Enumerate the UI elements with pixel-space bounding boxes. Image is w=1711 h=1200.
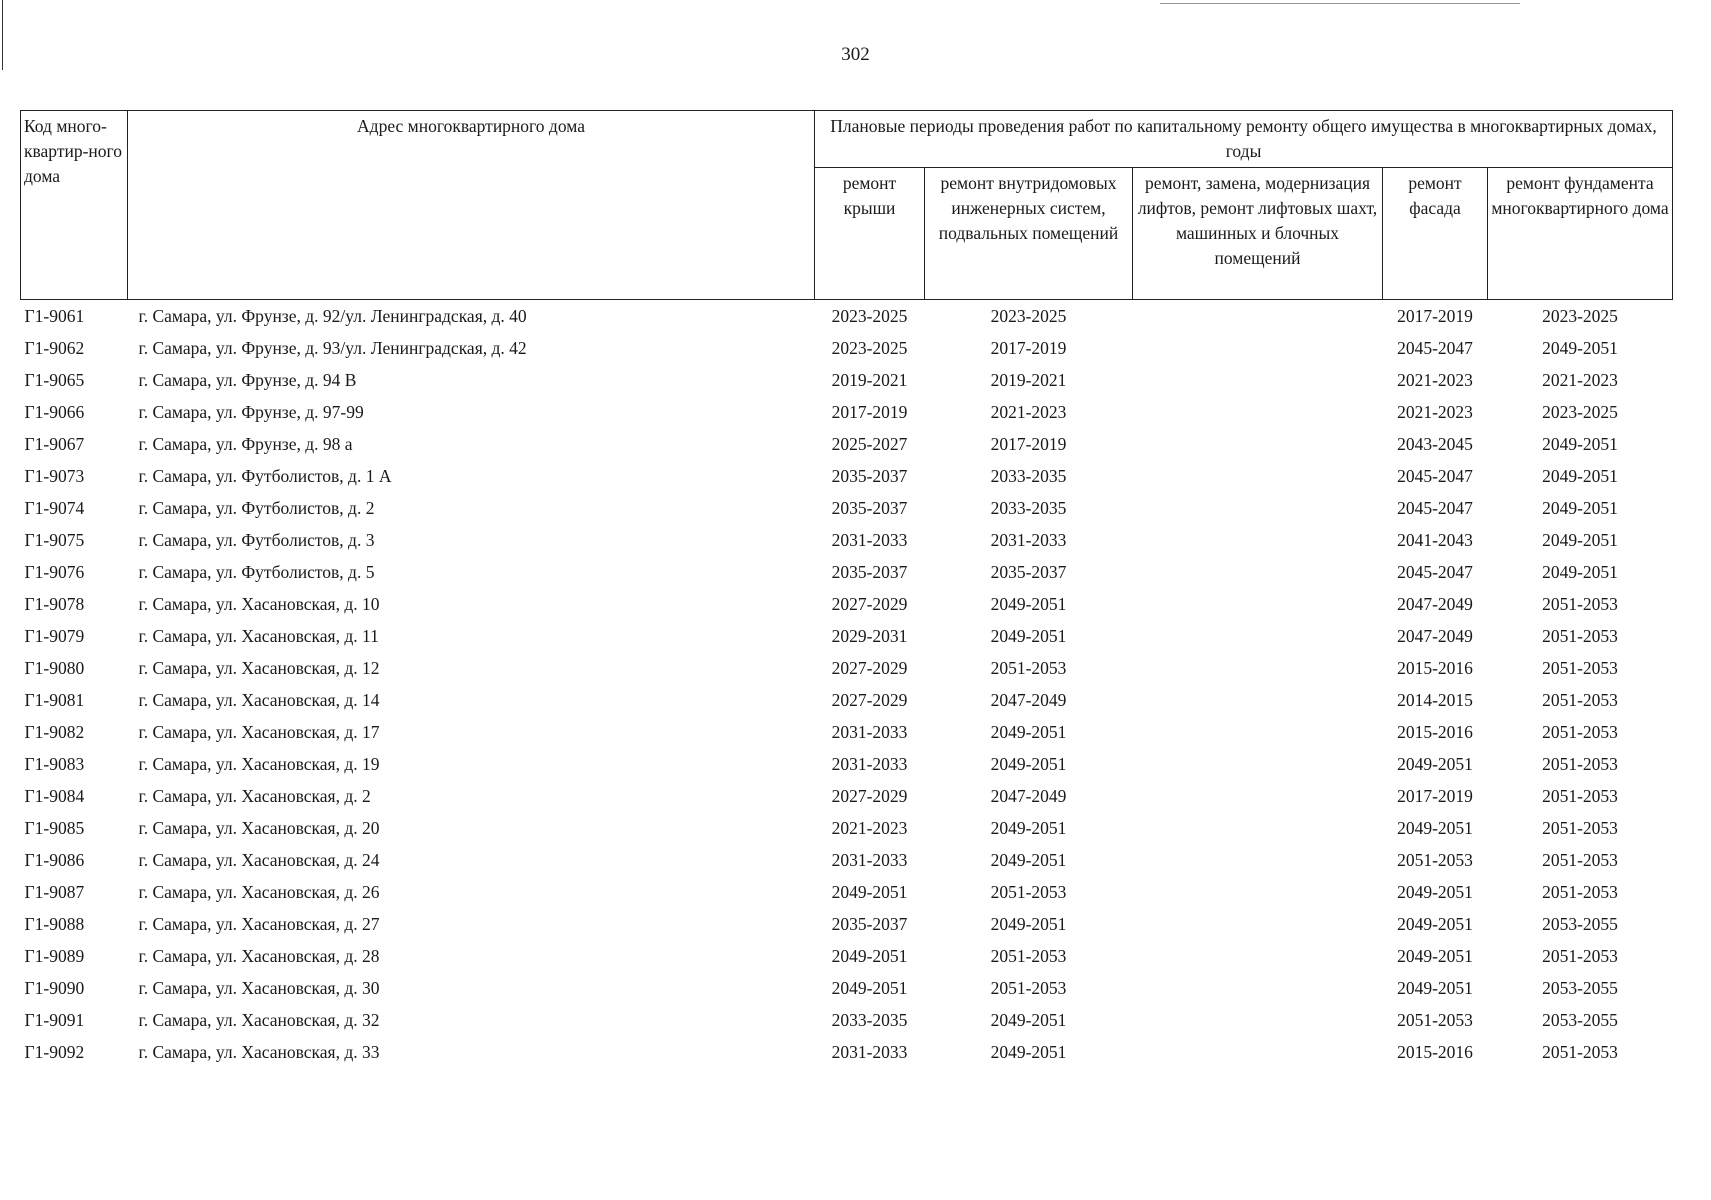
repair-schedule-table — [20, 110, 1673, 1068]
cell-systems: 2017-2019 — [990, 434, 1067, 454]
cell-foundation: 2049-2051 — [1542, 530, 1618, 550]
cell-lifts — [1133, 940, 1383, 972]
cell-systems: 2049-2051 — [990, 754, 1067, 774]
cell-facade: 2045-2047 — [1397, 562, 1473, 582]
cell-roof: 2017-2019 — [831, 402, 908, 422]
cell-roof: 2027-2029 — [831, 690, 908, 710]
cell-facade: 2049-2051 — [1397, 946, 1473, 966]
table-row — [21, 556, 1673, 588]
cell-foundation: 2051-2053 — [1542, 658, 1618, 678]
table-row — [21, 844, 1673, 876]
cell-roof: 2035-2037 — [831, 498, 908, 518]
cell-address: г. Самара, ул. Хасановская, д. 17 — [138, 722, 380, 742]
cell-code: Г1-9061 — [24, 306, 85, 326]
cell-systems: 2049-2051 — [990, 594, 1067, 614]
cell-facade: 2049-2051 — [1397, 978, 1473, 998]
cell-address: г. Самара, ул. Футболистов, д. 1 А — [138, 466, 392, 486]
cell-roof: 2035-2037 — [831, 914, 908, 934]
table-row — [21, 908, 1673, 940]
cell-roof: 2031-2033 — [831, 722, 908, 742]
cell-code: Г1-9086 — [24, 850, 85, 870]
header-facade: ремонт фасада — [1383, 168, 1488, 300]
cell-lifts — [1133, 396, 1383, 428]
cell-facade: 2049-2051 — [1397, 882, 1473, 902]
table-row — [21, 876, 1673, 908]
cell-code: Г1-9067 — [24, 434, 85, 454]
cell-code: Г1-9079 — [24, 626, 85, 646]
cell-lifts — [1133, 972, 1383, 1004]
cell-facade: 2014-2015 — [1397, 690, 1473, 710]
cell-foundation: 2051-2053 — [1542, 626, 1618, 646]
cell-roof: 2019-2021 — [831, 370, 908, 390]
cell-address: г. Самара, ул. Хасановская, д. 32 — [138, 1010, 380, 1030]
cell-address: г. Самара, ул. Хасановская, д. 33 — [138, 1042, 380, 1062]
cell-systems: 2049-2051 — [990, 850, 1067, 870]
cell-lifts — [1133, 620, 1383, 652]
cell-code: Г1-9065 — [24, 370, 85, 390]
cell-facade: 2015-2016 — [1397, 1042, 1473, 1062]
cell-roof: 2021-2023 — [831, 818, 908, 838]
cell-lifts — [1133, 812, 1383, 844]
table-row — [21, 780, 1673, 812]
table-row — [21, 588, 1673, 620]
cell-foundation: 2051-2053 — [1542, 946, 1618, 966]
cell-roof: 2049-2051 — [831, 978, 908, 998]
cell-address: г. Самара, ул. Фрунзе, д. 94 В — [138, 370, 357, 390]
cell-systems: 2049-2051 — [990, 1010, 1067, 1030]
cell-code: Г1-9085 — [24, 818, 85, 838]
cell-systems: 2019-2021 — [990, 370, 1067, 390]
table-row — [21, 940, 1673, 972]
cell-facade: 2021-2023 — [1397, 402, 1473, 422]
cell-address: г. Самара, ул. Футболистов, д. 2 — [138, 498, 375, 518]
cell-lifts — [1133, 876, 1383, 908]
cell-foundation: 2051-2053 — [1542, 754, 1618, 774]
cell-code: Г1-9062 — [24, 338, 85, 358]
cell-foundation: 2049-2051 — [1542, 434, 1618, 454]
cell-systems: 2049-2051 — [990, 1042, 1067, 1062]
cell-facade: 2017-2019 — [1397, 786, 1473, 806]
table-row — [21, 332, 1673, 364]
cell-address: г. Самара, ул. Фрунзе, д. 97-99 — [138, 402, 364, 422]
cell-code: Г1-9088 — [24, 914, 85, 934]
table-row — [21, 620, 1673, 652]
cell-foundation: 2021-2023 — [1542, 370, 1618, 390]
cell-address: г. Самара, ул. Хасановская, д. 12 — [138, 658, 380, 678]
cell-lifts — [1133, 588, 1383, 620]
cell-foundation: 2049-2051 — [1542, 338, 1618, 358]
cell-lifts — [1133, 364, 1383, 396]
cell-systems: 2051-2053 — [990, 882, 1067, 902]
scan-top-edge — [1160, 3, 1520, 4]
cell-address: г. Самара, ул. Хасановская, д. 28 — [138, 946, 380, 966]
header-code: Код много-квартир-ного дома — [21, 111, 128, 300]
cell-systems: 2031-2033 — [990, 530, 1067, 550]
cell-foundation: 2051-2053 — [1542, 690, 1618, 710]
cell-facade: 2043-2045 — [1397, 434, 1473, 454]
table-row — [21, 716, 1673, 748]
cell-foundation: 2051-2053 — [1542, 722, 1618, 742]
cell-code: Г1-9089 — [24, 946, 85, 966]
cell-lifts — [1133, 780, 1383, 812]
table-row — [21, 684, 1673, 716]
cell-foundation: 2051-2053 — [1542, 786, 1618, 806]
table-row — [21, 428, 1673, 460]
header-roof: ремонт крыши — [815, 168, 925, 300]
cell-lifts — [1133, 524, 1383, 556]
cell-foundation: 2051-2053 — [1542, 818, 1618, 838]
table-row — [21, 492, 1673, 524]
cell-facade: 2049-2051 — [1397, 754, 1473, 774]
cell-roof: 2027-2029 — [831, 594, 908, 614]
cell-roof: 2027-2029 — [831, 786, 908, 806]
cell-lifts — [1133, 908, 1383, 940]
cell-lifts — [1133, 428, 1383, 460]
cell-facade: 2045-2047 — [1397, 338, 1473, 358]
cell-code: Г1-9073 — [24, 466, 85, 486]
cell-facade: 2045-2047 — [1397, 466, 1473, 486]
cell-code: Г1-9087 — [24, 882, 85, 902]
cell-facade: 2051-2053 — [1397, 1010, 1473, 1030]
cell-code: Г1-9083 — [24, 754, 85, 774]
cell-lifts — [1133, 460, 1383, 492]
table-row — [21, 460, 1673, 492]
cell-lifts — [1133, 300, 1383, 333]
cell-systems: 2047-2049 — [990, 786, 1067, 806]
page-number: 302 — [841, 44, 870, 65]
cell-lifts — [1133, 652, 1383, 684]
cell-address: г. Самара, ул. Футболистов, д. 5 — [138, 562, 375, 582]
cell-roof: 2049-2051 — [831, 946, 908, 966]
cell-code: Г1-9076 — [24, 562, 85, 582]
cell-lifts — [1133, 1036, 1383, 1068]
cell-address: г. Самара, ул. Фрунзе, д. 98 а — [138, 434, 353, 454]
cell-foundation: 2053-2055 — [1542, 978, 1618, 998]
cell-systems: 2051-2053 — [990, 978, 1067, 998]
cell-address: г. Самара, ул. Хасановская, д. 2 — [138, 786, 371, 806]
cell-facade: 2021-2023 — [1397, 370, 1473, 390]
table-row — [21, 812, 1673, 844]
header-address: Адрес многоквартирного дома — [128, 111, 815, 300]
cell-roof: 2033-2035 — [831, 1010, 908, 1030]
cell-roof: 2031-2033 — [831, 1042, 908, 1062]
cell-facade: 2047-2049 — [1397, 594, 1473, 614]
cell-foundation: 2023-2025 — [1542, 306, 1618, 326]
cell-address: г. Самара, ул. Хасановская, д. 19 — [138, 754, 380, 774]
header-foundation: ремонт фундамента многоквартирного дома — [1488, 168, 1673, 300]
cell-foundation: 2049-2051 — [1542, 562, 1618, 582]
cell-lifts — [1133, 684, 1383, 716]
cell-systems: 2051-2053 — [990, 946, 1067, 966]
cell-systems: 2023-2025 — [990, 306, 1067, 326]
table-row — [21, 364, 1673, 396]
cell-address: г. Самара, ул. Хасановская, д. 30 — [138, 978, 380, 998]
cell-lifts — [1133, 716, 1383, 748]
cell-facade: 2051-2053 — [1397, 850, 1473, 870]
table-row — [21, 1036, 1673, 1068]
table-row — [21, 748, 1673, 780]
cell-systems: 2021-2023 — [990, 402, 1067, 422]
cell-foundation: 2049-2051 — [1542, 466, 1618, 486]
cell-address: г. Самара, ул. Хасановская, д. 24 — [138, 850, 380, 870]
header-systems: ремонт внутридомовых инженерных систем, подвальных помещений — [925, 168, 1133, 300]
cell-address: г. Самара, ул. Хасановская, д. 20 — [138, 818, 380, 838]
cell-address: г. Самара, ул. Хасановская, д. 27 — [138, 914, 380, 934]
cell-systems: 2049-2051 — [990, 818, 1067, 838]
cell-systems: 2035-2037 — [990, 562, 1067, 582]
table-body — [21, 300, 1673, 1069]
cell-code: Г1-9092 — [24, 1042, 85, 1062]
table-row — [21, 972, 1673, 1004]
cell-roof: 2025-2027 — [831, 434, 908, 454]
cell-address: г. Самара, ул. Хасановская, д. 26 — [138, 882, 380, 902]
cell-systems: 2033-2035 — [990, 498, 1067, 518]
cell-systems: 2049-2051 — [990, 722, 1067, 742]
cell-address: г. Самара, ул. Хасановская, д. 10 — [138, 594, 380, 614]
table-row — [21, 652, 1673, 684]
cell-systems: 2051-2053 — [990, 658, 1067, 678]
table-row — [21, 1004, 1673, 1036]
cell-foundation: 2051-2053 — [1542, 850, 1618, 870]
cell-facade: 2045-2047 — [1397, 498, 1473, 518]
cell-systems: 2033-2035 — [990, 466, 1067, 486]
cell-foundation: 2051-2053 — [1542, 594, 1618, 614]
cell-address: г. Самара, ул. Хасановская, д. 14 — [138, 690, 380, 710]
cell-lifts — [1133, 492, 1383, 524]
cell-facade: 2047-2049 — [1397, 626, 1473, 646]
cell-code: Г1-9075 — [24, 530, 85, 550]
cell-lifts — [1133, 1004, 1383, 1036]
cell-foundation: 2049-2051 — [1542, 498, 1618, 518]
cell-code: Г1-9090 — [24, 978, 85, 998]
cell-roof: 2035-2037 — [831, 466, 908, 486]
cell-roof: 2031-2033 — [831, 850, 908, 870]
cell-facade: 2049-2051 — [1397, 914, 1473, 934]
cell-foundation: 2023-2025 — [1542, 402, 1618, 422]
cell-roof: 2023-2025 — [831, 338, 908, 358]
cell-foundation: 2053-2055 — [1542, 914, 1618, 934]
cell-roof: 2031-2033 — [831, 754, 908, 774]
cell-code: Г1-9084 — [24, 786, 85, 806]
cell-facade: 2017-2019 — [1397, 306, 1473, 326]
cell-systems: 2049-2051 — [990, 626, 1067, 646]
cell-roof: 2023-2025 — [831, 306, 908, 326]
cell-systems: 2047-2049 — [990, 690, 1067, 710]
cell-roof: 2049-2051 — [831, 882, 908, 902]
header-lifts: ремонт, замена, модернизация лифтов, ремонт лифтовых шахт, машинных и блочных помещений — [1133, 168, 1383, 300]
cell-foundation: 2053-2055 — [1542, 1010, 1618, 1030]
cell-roof: 2031-2033 — [831, 530, 908, 550]
cell-lifts — [1133, 332, 1383, 364]
cell-facade: 2015-2016 — [1397, 722, 1473, 742]
cell-address: г. Самара, ул. Хасановская, д. 11 — [138, 626, 379, 646]
table-row — [21, 524, 1673, 556]
cell-lifts — [1133, 844, 1383, 876]
cell-address: г. Самара, ул. Фрунзе, д. 93/ул. Ленинградская, д. 42 — [138, 338, 527, 358]
cell-roof: 2027-2029 — [831, 658, 908, 678]
cell-code: Г1-9080 — [24, 658, 85, 678]
cell-foundation: 2051-2053 — [1542, 1042, 1618, 1062]
cell-roof: 2029-2031 — [831, 626, 908, 646]
cell-lifts — [1133, 556, 1383, 588]
cell-facade: 2049-2051 — [1397, 818, 1473, 838]
cell-address: г. Самара, ул. Футболистов, д. 3 — [138, 530, 375, 550]
cell-facade: 2041-2043 — [1397, 530, 1473, 550]
header-periods: Плановые периоды проведения работ по капитальному ремонту общего имущества в многоквартирных домах, годы — [815, 111, 1673, 168]
cell-code: Г1-9082 — [24, 722, 85, 742]
cell-foundation: 2051-2053 — [1542, 882, 1618, 902]
cell-roof: 2035-2037 — [831, 562, 908, 582]
cell-code: Г1-9074 — [24, 498, 85, 518]
table-header — [21, 111, 1673, 300]
cell-code: Г1-9066 — [24, 402, 85, 422]
table-row — [21, 300, 1673, 333]
cell-facade: 2015-2016 — [1397, 658, 1473, 678]
cell-address: г. Самара, ул. Фрунзе, д. 92/ул. Ленинградская, д. 40 — [138, 306, 527, 326]
cell-code: Г1-9091 — [24, 1010, 85, 1030]
cell-systems: 2049-2051 — [990, 914, 1067, 934]
cell-systems: 2017-2019 — [990, 338, 1067, 358]
table-row — [21, 396, 1673, 428]
cell-code: Г1-9081 — [24, 690, 85, 710]
cell-lifts — [1133, 748, 1383, 780]
cell-code: Г1-9078 — [24, 594, 85, 614]
